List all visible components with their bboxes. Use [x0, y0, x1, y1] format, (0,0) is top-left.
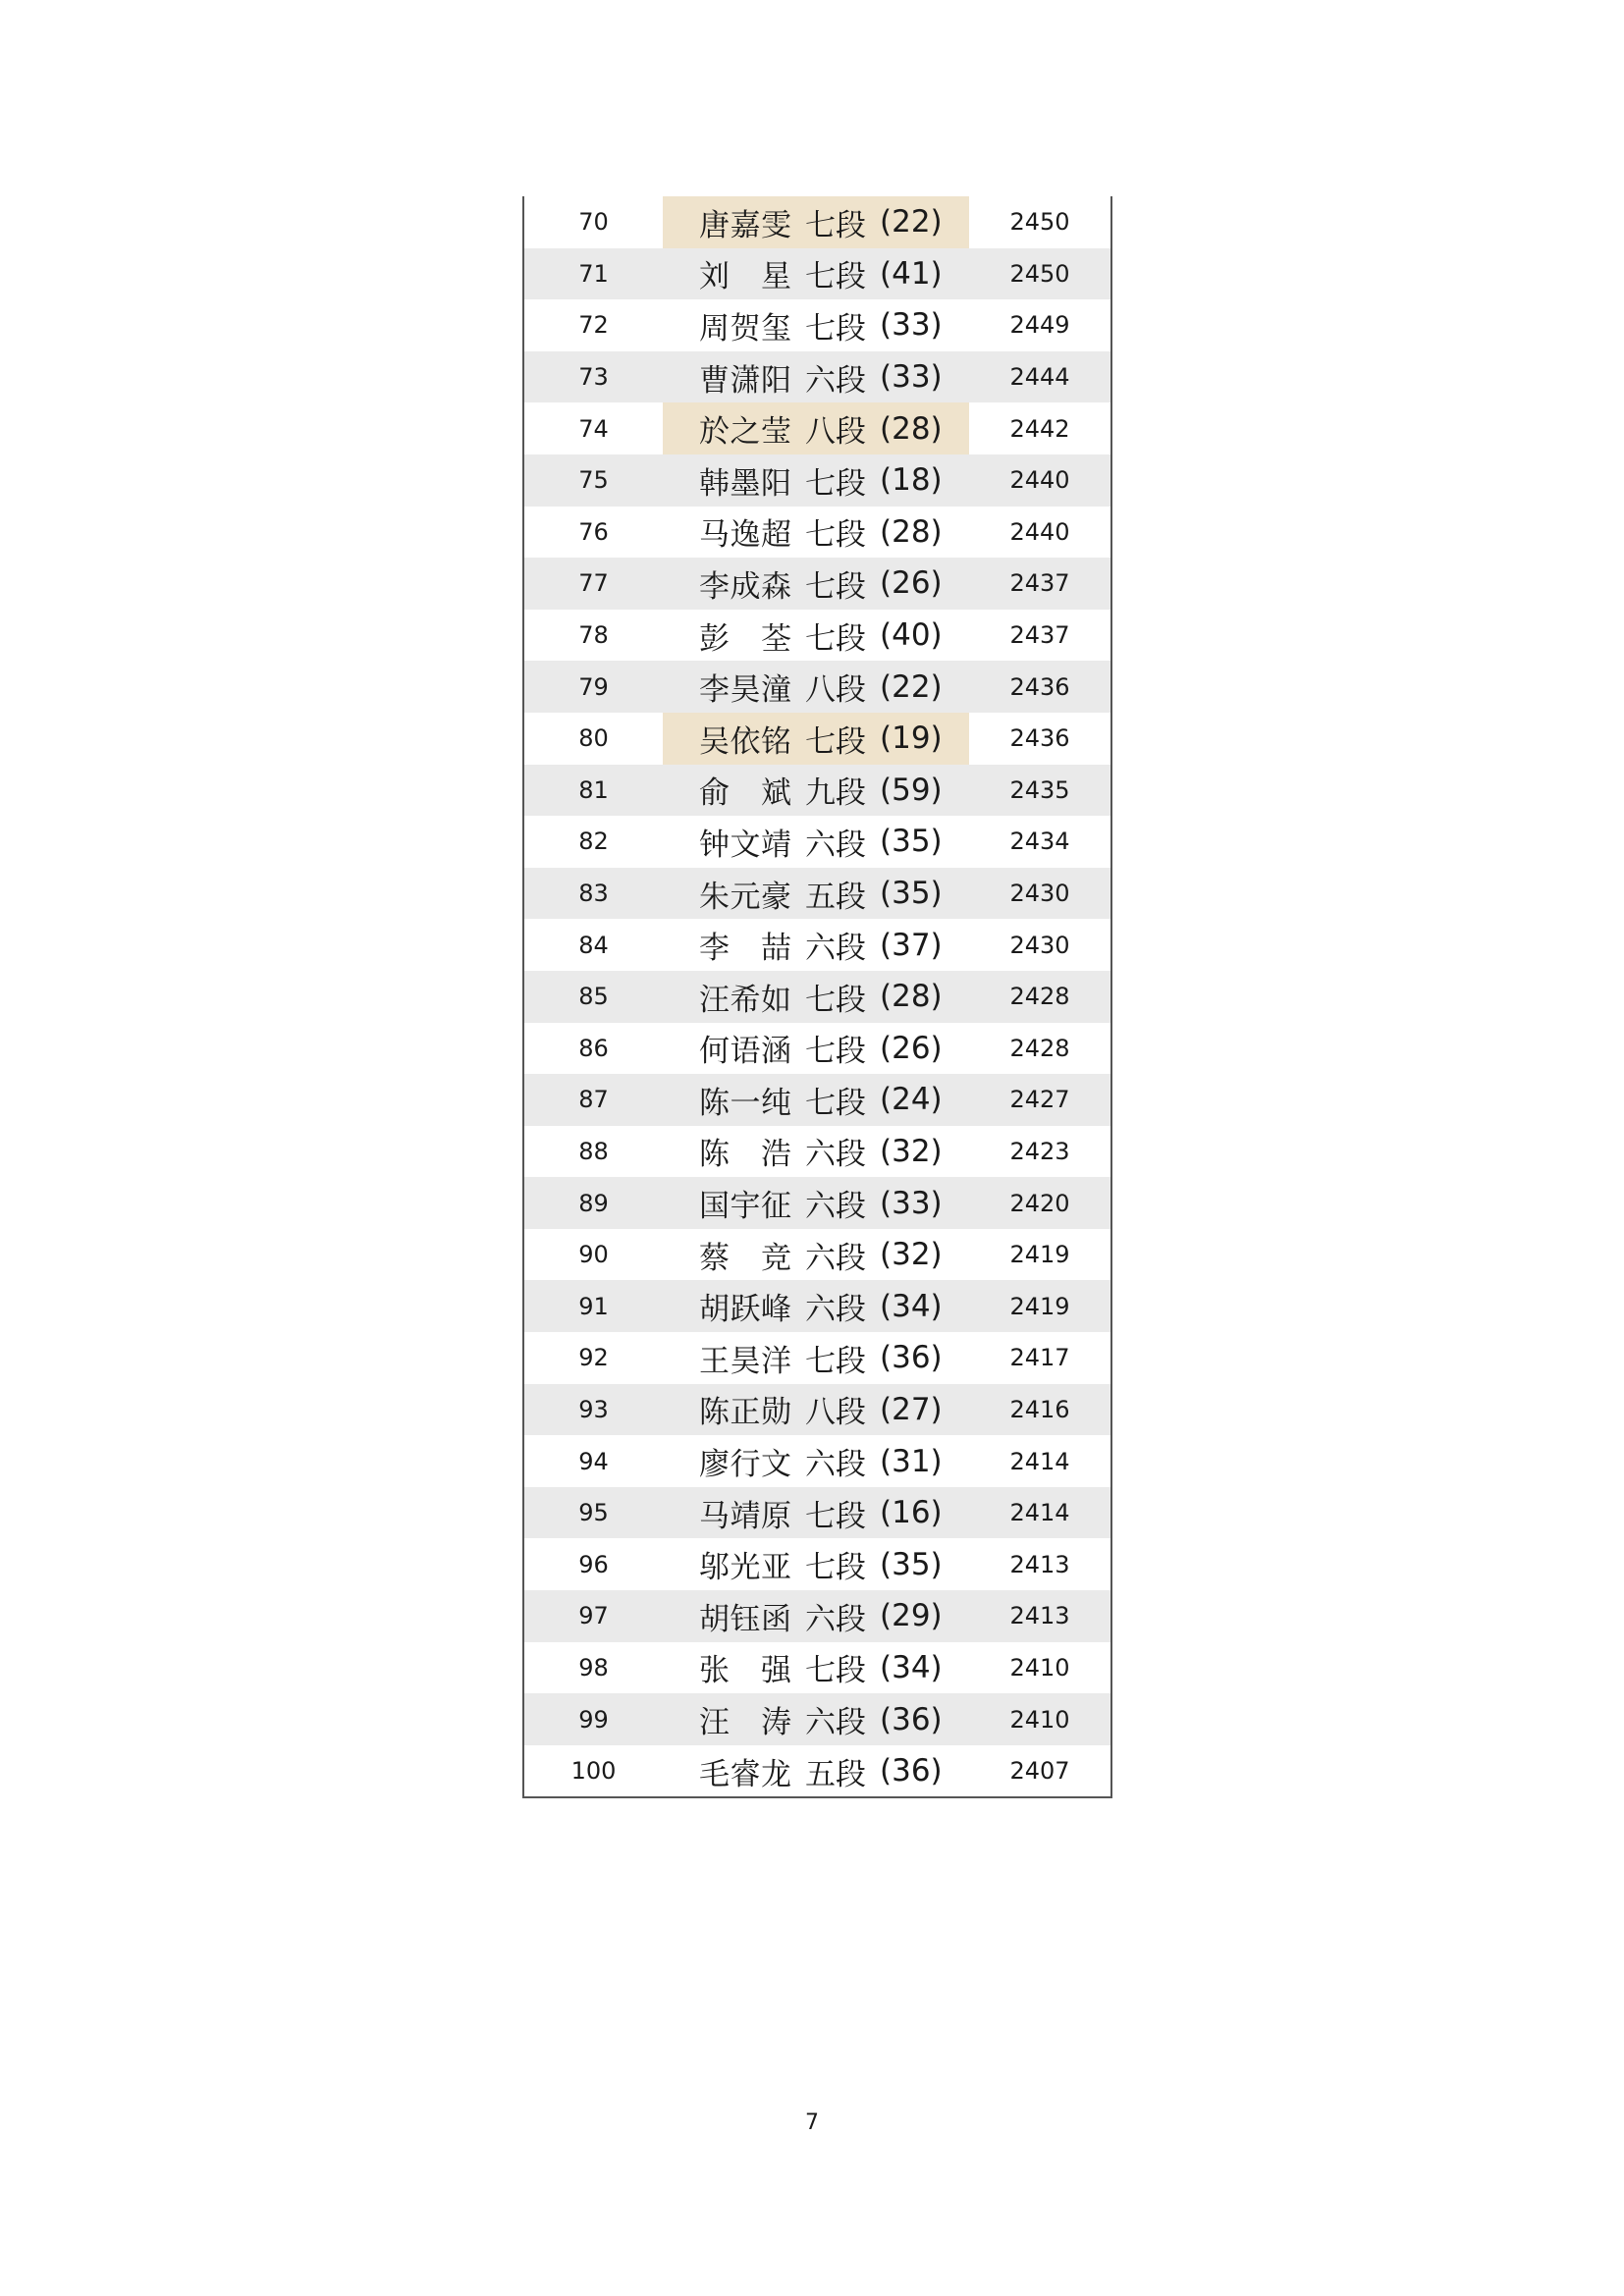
player-cell [663, 610, 969, 662]
player-dan: 七段 [805, 1498, 866, 1534]
player-age: (28) [880, 410, 943, 447]
player-name: 蔡竞 [699, 1240, 791, 1276]
player-dan: 七段 [805, 723, 866, 760]
rank-cell: 71 [578, 259, 609, 288]
rating-cell: 2413 [1009, 1550, 1070, 1578]
rating-cell: 2430 [1009, 880, 1070, 908]
player-name: 唐嘉雯 [699, 207, 791, 243]
table-row [524, 610, 1110, 662]
page-number: 7 [805, 2110, 819, 2135]
player-age: (27) [880, 1391, 943, 1427]
table-row [524, 1693, 1110, 1745]
table-row [524, 1280, 1110, 1332]
player-age: (33) [880, 1185, 943, 1221]
player-name: 俞斌 [699, 775, 791, 812]
player-name: 曹潇阳 [699, 362, 791, 399]
player-name: 陈浩 [699, 1137, 791, 1173]
player-cell [663, 1126, 969, 1178]
player-dan: 七段 [805, 517, 866, 554]
table-row [524, 299, 1110, 351]
rank-cell: 99 [578, 1705, 609, 1734]
table-row [524, 1229, 1110, 1281]
player-cell [663, 971, 969, 1023]
rank-cell: 84 [578, 931, 609, 959]
player-cell [663, 1074, 969, 1126]
rank-cell: 92 [578, 1344, 609, 1372]
player-name: 李喆 [699, 931, 791, 967]
rank-cell: 70 [578, 208, 609, 237]
rating-cell: 2407 [1009, 1757, 1070, 1786]
player-dan: 七段 [805, 310, 866, 347]
rating-cell: 2440 [1009, 466, 1070, 495]
player-dan: 六段 [805, 1189, 866, 1225]
player-name: 陈正勋 [699, 1395, 791, 1431]
player-name: 胡跃峰 [699, 1292, 791, 1328]
player-cell [663, 299, 969, 351]
player-cell [663, 1538, 969, 1590]
table-row [524, 1332, 1110, 1384]
player-dan: 六段 [805, 931, 866, 967]
table-row [524, 661, 1110, 713]
rating-cell: 2420 [1009, 1189, 1070, 1217]
player-dan: 六段 [805, 1447, 866, 1483]
player-dan: 七段 [805, 465, 866, 502]
rank-cell: 86 [578, 1034, 609, 1062]
player-dan: 七段 [805, 1343, 866, 1379]
player-dan: 六段 [805, 1137, 866, 1173]
table-row [524, 1538, 1110, 1590]
player-name: 张强 [699, 1653, 791, 1689]
player-age: (18) [880, 462, 943, 499]
player-age: (35) [880, 876, 943, 912]
player-cell [663, 454, 969, 507]
rank-cell: 82 [578, 828, 609, 856]
player-name: 王昊洋 [699, 1343, 791, 1379]
table-row [524, 1074, 1110, 1126]
player-age: (34) [880, 1288, 943, 1324]
player-cell [663, 1435, 969, 1487]
rating-cell: 2440 [1009, 517, 1070, 546]
rating-cell: 2428 [1009, 1034, 1070, 1062]
rank-cell: 96 [578, 1550, 609, 1578]
table-row [524, 971, 1110, 1023]
rating-cell: 2450 [1009, 259, 1070, 288]
rating-cell: 2434 [1009, 828, 1070, 856]
table-row [524, 351, 1110, 403]
table-row [524, 1023, 1110, 1075]
table-row [524, 1384, 1110, 1436]
rating-cell: 2413 [1009, 1602, 1070, 1630]
rank-cell: 85 [578, 983, 609, 1011]
player-cell [663, 1023, 969, 1075]
player-cell [663, 1693, 969, 1745]
table-row [524, 1745, 1110, 1797]
rating-cell: 2450 [1009, 208, 1070, 237]
player-age: (24) [880, 1082, 943, 1118]
player-name: 何语涵 [699, 1034, 791, 1070]
rank-cell: 73 [578, 363, 609, 392]
player-name: 陈一纯 [699, 1085, 791, 1121]
player-age: (31) [880, 1443, 943, 1479]
table-row [524, 713, 1110, 765]
player-dan: 七段 [805, 568, 866, 605]
player-dan: 七段 [805, 1550, 866, 1586]
table-row [524, 402, 1110, 454]
table-row [524, 1590, 1110, 1642]
table-row [524, 919, 1110, 971]
player-cell [663, 1487, 969, 1539]
player-name: 刘星 [699, 259, 791, 295]
rating-cell: 2430 [1009, 931, 1070, 959]
player-cell [663, 1745, 969, 1797]
rank-cell: 75 [578, 466, 609, 495]
player-dan: 六段 [805, 1292, 866, 1328]
rating-cell: 2436 [1009, 724, 1070, 753]
rank-cell: 76 [578, 517, 609, 546]
table-row [524, 1126, 1110, 1178]
rank-cell: 90 [578, 1241, 609, 1269]
player-age: (22) [880, 668, 943, 705]
table-row [524, 868, 1110, 920]
rating-cell: 2410 [1009, 1653, 1070, 1682]
rating-cell: 2419 [1009, 1292, 1070, 1320]
player-name: 邬光亚 [699, 1550, 791, 1586]
player-dan: 九段 [805, 775, 866, 812]
rating-cell: 2414 [1009, 1447, 1070, 1475]
player-name: 彭荃 [699, 620, 791, 657]
player-name: 汪希如 [699, 982, 791, 1018]
rank-cell: 88 [578, 1137, 609, 1165]
player-cell [663, 507, 969, 559]
rating-cell: 2436 [1009, 672, 1070, 701]
player-age: (36) [880, 1701, 943, 1737]
rank-cell: 81 [578, 775, 609, 804]
player-age: (26) [880, 565, 943, 602]
player-cell [663, 816, 969, 868]
player-name: 廖行文 [699, 1447, 791, 1483]
player-name: 毛睿龙 [699, 1756, 791, 1792]
player-cell [663, 196, 969, 248]
player-age: (32) [880, 1237, 943, 1273]
rank-cell: 72 [578, 311, 609, 340]
player-dan: 八段 [805, 1395, 866, 1431]
rank-cell: 80 [578, 724, 609, 753]
player-age: (34) [880, 1649, 943, 1685]
player-name: 朱元豪 [699, 879, 791, 915]
rank-cell: 83 [578, 880, 609, 908]
player-age: (35) [880, 1546, 943, 1582]
player-dan: 七段 [805, 1034, 866, 1070]
player-cell [663, 558, 969, 610]
player-age: (19) [880, 721, 943, 757]
rating-cell: 2449 [1009, 311, 1070, 340]
player-cell [663, 1332, 969, 1384]
player-cell [663, 661, 969, 713]
ranking-table [522, 196, 1112, 1798]
player-dan: 八段 [805, 672, 866, 709]
player-dan: 五段 [805, 879, 866, 915]
player-age: (28) [880, 513, 943, 550]
rank-cell: 93 [578, 1395, 609, 1423]
player-dan: 七段 [805, 1085, 866, 1121]
player-age: (33) [880, 307, 943, 344]
player-cell [663, 765, 969, 817]
table-row [524, 1642, 1110, 1694]
player-age: (33) [880, 359, 943, 396]
rating-cell: 2435 [1009, 775, 1070, 804]
player-age: (26) [880, 1030, 943, 1066]
player-dan: 七段 [805, 982, 866, 1018]
rating-cell: 2417 [1009, 1344, 1070, 1372]
player-age: (37) [880, 927, 943, 963]
player-name: 马逸超 [699, 517, 791, 554]
player-cell [663, 868, 969, 920]
rank-cell: 78 [578, 621, 609, 650]
player-age: (40) [880, 617, 943, 654]
rating-cell: 2442 [1009, 414, 1070, 443]
player-name: 钟文靖 [699, 827, 791, 863]
rating-cell: 2437 [1009, 621, 1070, 650]
player-dan: 七段 [805, 620, 866, 657]
player-dan: 六段 [805, 362, 866, 399]
player-dan: 六段 [805, 1240, 866, 1276]
table-row [524, 1435, 1110, 1487]
player-name: 马靖原 [699, 1498, 791, 1534]
player-dan: 七段 [805, 207, 866, 243]
rank-cell: 100 [570, 1757, 617, 1786]
table-row [524, 507, 1110, 559]
rating-cell: 2419 [1009, 1241, 1070, 1269]
rating-cell: 2444 [1009, 363, 1070, 392]
player-age: (28) [880, 979, 943, 1015]
player-age: (36) [880, 1753, 943, 1789]
player-cell [663, 713, 969, 765]
player-age: (16) [880, 1495, 943, 1531]
player-name: 汪涛 [699, 1705, 791, 1741]
player-dan: 六段 [805, 1705, 866, 1741]
player-dan: 七段 [805, 1653, 866, 1689]
player-name: 周贺玺 [699, 310, 791, 347]
player-dan: 六段 [805, 827, 866, 863]
player-cell [663, 919, 969, 971]
rank-cell: 95 [578, 1499, 609, 1527]
table-row [524, 454, 1110, 507]
player-cell [663, 248, 969, 300]
player-age: (35) [880, 824, 943, 860]
player-name: 於之莹 [699, 414, 791, 451]
table-row [524, 1487, 1110, 1539]
player-age: (41) [880, 255, 943, 292]
table-row [524, 1177, 1110, 1229]
player-age: (32) [880, 1133, 943, 1169]
player-age: (29) [880, 1598, 943, 1634]
player-cell [663, 1642, 969, 1694]
player-dan: 七段 [805, 259, 866, 295]
player-name: 国宇征 [699, 1189, 791, 1225]
rating-cell: 2428 [1009, 983, 1070, 1011]
rank-cell: 89 [578, 1189, 609, 1217]
table-row [524, 196, 1110, 248]
player-name: 吴依铭 [699, 723, 791, 760]
table-row [524, 248, 1110, 300]
rating-cell: 2410 [1009, 1705, 1070, 1734]
rank-cell: 98 [578, 1653, 609, 1682]
player-name: 胡钰函 [699, 1601, 791, 1637]
rank-cell: 91 [578, 1292, 609, 1320]
table-row [524, 558, 1110, 610]
player-age: (22) [880, 204, 943, 240]
rank-cell: 77 [578, 569, 609, 598]
player-cell [663, 402, 969, 454]
player-cell [663, 1229, 969, 1281]
rank-cell: 87 [578, 1086, 609, 1114]
player-dan: 六段 [805, 1601, 866, 1637]
player-dan: 五段 [805, 1756, 866, 1792]
player-name: 李成森 [699, 568, 791, 605]
rating-cell: 2414 [1009, 1499, 1070, 1527]
rank-cell: 79 [578, 672, 609, 701]
player-name: 韩墨阳 [699, 465, 791, 502]
player-cell [663, 1177, 969, 1229]
rating-cell: 2437 [1009, 569, 1070, 598]
rank-cell: 94 [578, 1447, 609, 1475]
rank-cell: 97 [578, 1602, 609, 1630]
table-row [524, 816, 1110, 868]
player-cell [663, 1280, 969, 1332]
player-cell [663, 1590, 969, 1642]
player-cell [663, 351, 969, 403]
table-row [524, 765, 1110, 817]
rank-cell: 74 [578, 414, 609, 443]
player-age: (36) [880, 1340, 943, 1376]
rating-cell: 2427 [1009, 1086, 1070, 1114]
player-cell [663, 1384, 969, 1436]
player-dan: 八段 [805, 414, 866, 451]
rating-cell: 2423 [1009, 1137, 1070, 1165]
rating-cell: 2416 [1009, 1395, 1070, 1423]
player-name: 李昊潼 [699, 672, 791, 709]
player-age: (59) [880, 772, 943, 808]
